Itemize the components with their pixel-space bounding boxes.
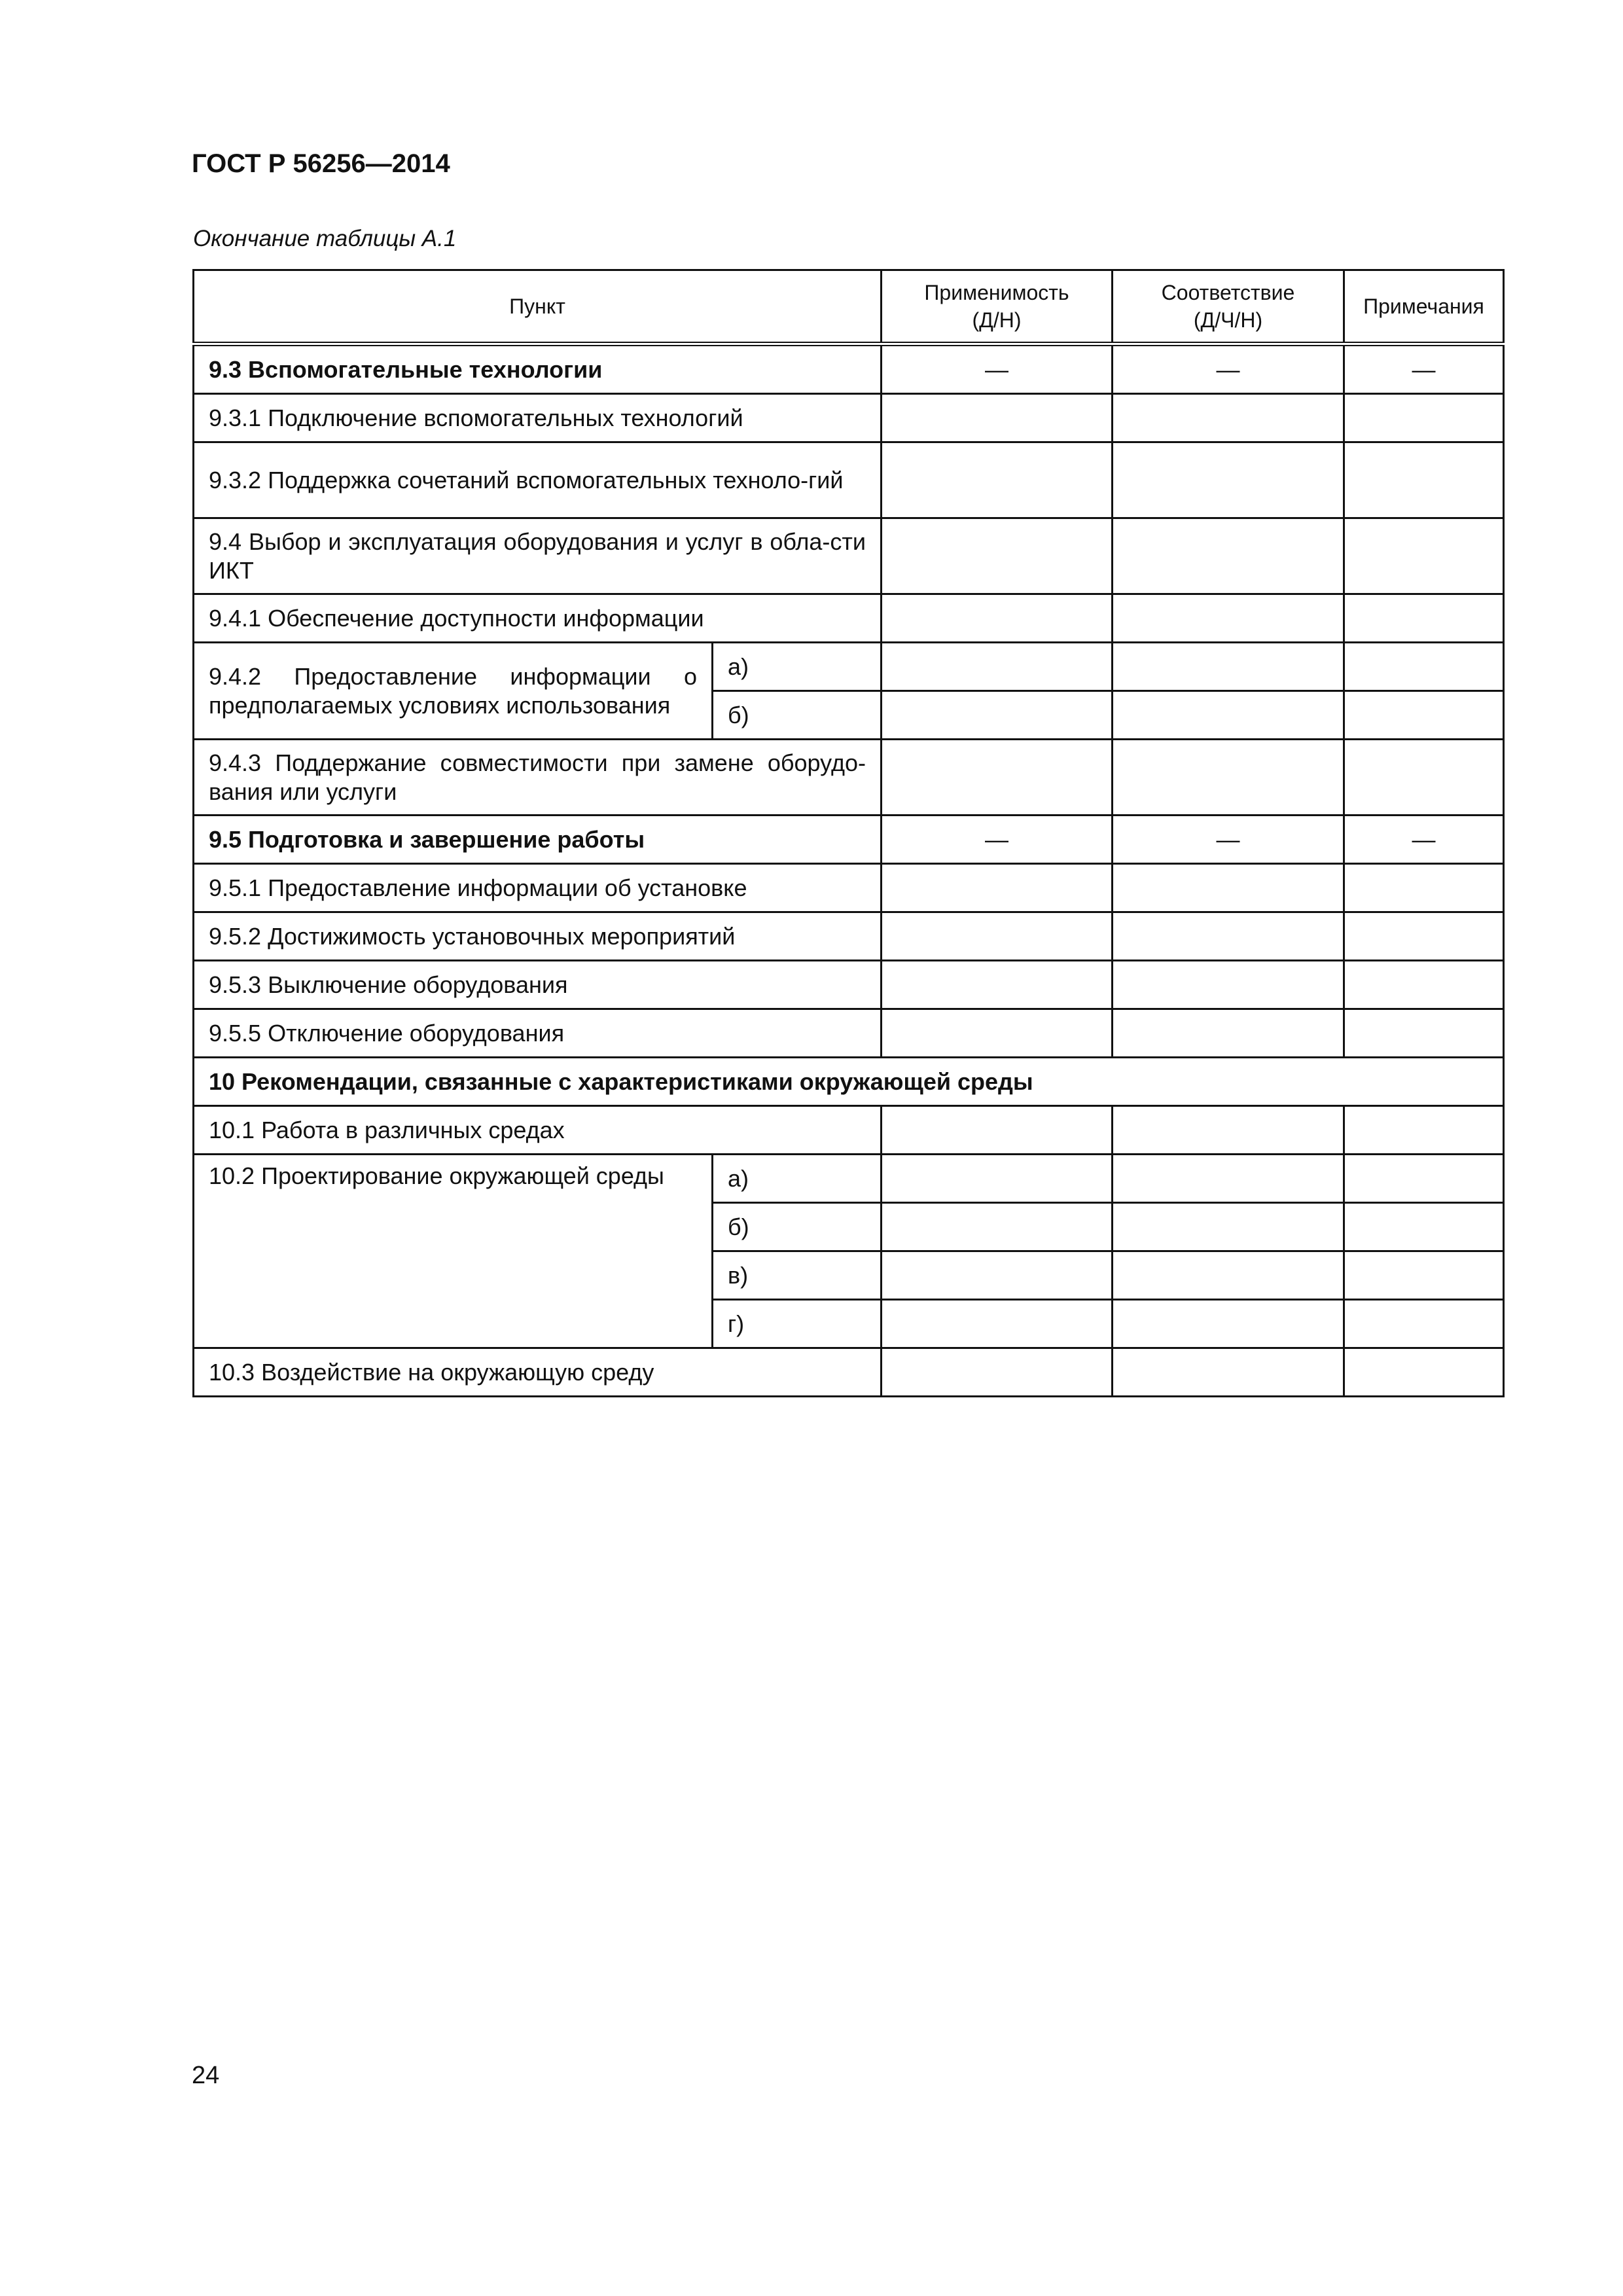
empty-cell [1113, 864, 1344, 912]
row-label: 10.1 Работа в различных средах [194, 1106, 882, 1155]
row-label: 9.5 Подготовка и завершение работы [194, 816, 882, 864]
empty-cell [1113, 442, 1344, 518]
row-label: 9.3.1 Подключение вспомогательных технологий [194, 394, 882, 442]
empty-cell [1113, 1009, 1344, 1058]
table-row [194, 1155, 1504, 1203]
empty-cell [882, 691, 1113, 740]
empty-cell [882, 394, 1113, 442]
empty-cell [1113, 518, 1344, 594]
table-row [194, 643, 1504, 691]
row-label: 9.5.1 Предоставление информации об установке [194, 864, 882, 912]
empty-cell [882, 1009, 1113, 1058]
table-row [194, 518, 1504, 594]
subitem-label: г) [713, 1300, 882, 1348]
section-heading: 10 Рекомендации, связанные с характеристиками окружающей среды [194, 1058, 1504, 1106]
dash-cell: — [1113, 816, 1344, 864]
checklist-table [192, 269, 1505, 1397]
table-caption: Окончание таблицы А.1 [193, 226, 457, 251]
subitem-label: а) [713, 1155, 882, 1203]
empty-cell [1344, 518, 1504, 594]
row-label: 9.4.1 Обеспечение доступности информации [194, 594, 882, 643]
dash-cell: — [1113, 344, 1344, 394]
dash-cell: — [882, 344, 1113, 394]
empty-cell [1113, 1203, 1344, 1251]
empty-cell [1113, 1251, 1344, 1300]
table-row [194, 864, 1504, 912]
empty-cell [1344, 912, 1504, 961]
subitem-label: б) [713, 691, 882, 740]
row-label: 9.5.5 Отключение оборудования [194, 1009, 882, 1058]
table-row [194, 1348, 1504, 1397]
dash-cell: — [1344, 816, 1504, 864]
empty-cell [882, 1300, 1113, 1348]
page-number: 24 [192, 2062, 220, 2089]
empty-cell [882, 643, 1113, 691]
col-header-conformity: Соответствие (Д/Ч/Н) [1113, 270, 1344, 344]
empty-cell [1113, 1348, 1344, 1397]
subitem-label: а) [713, 643, 882, 691]
table-row [194, 344, 1504, 394]
empty-cell [1344, 740, 1504, 816]
row-label: 9.3.2 Поддержка сочетаний вспомогательных техноло-гий [194, 442, 882, 518]
subitem-label: в) [713, 1251, 882, 1300]
empty-cell [882, 594, 1113, 643]
empty-cell [1113, 1300, 1344, 1348]
dash-cell: — [1344, 344, 1504, 394]
empty-cell [1113, 740, 1344, 816]
empty-cell [882, 518, 1113, 594]
dash-cell: — [882, 816, 1113, 864]
empty-cell [1344, 1009, 1504, 1058]
empty-cell [1344, 594, 1504, 643]
empty-cell [1113, 394, 1344, 442]
table-row [194, 961, 1504, 1009]
row-label: 9.5.3 Выключение оборудования [194, 961, 882, 1009]
empty-cell [1344, 1300, 1504, 1348]
table-header-row [194, 270, 1504, 344]
empty-cell [1344, 1155, 1504, 1203]
empty-cell [1344, 1251, 1504, 1300]
empty-cell [882, 442, 1113, 518]
empty-cell [882, 1348, 1113, 1397]
table-row [194, 816, 1504, 864]
row-label: 9.5.2 Достижимость установочных мероприятий [194, 912, 882, 961]
empty-cell [882, 740, 1113, 816]
table-row [194, 394, 1504, 442]
empty-cell [882, 912, 1113, 961]
empty-cell [1113, 691, 1344, 740]
empty-cell [882, 1203, 1113, 1251]
table-row [194, 442, 1504, 518]
empty-cell [1113, 912, 1344, 961]
table-row [194, 912, 1504, 961]
empty-cell [1344, 643, 1504, 691]
empty-cell [1344, 1106, 1504, 1155]
table-row [194, 1058, 1504, 1106]
empty-cell [1113, 1155, 1344, 1203]
empty-cell [1344, 691, 1504, 740]
col-header-notes: Примечания [1344, 270, 1504, 344]
empty-cell [1113, 594, 1344, 643]
row-label: 9.3 Вспомогательные технологии [194, 344, 882, 394]
col-header-applicability: Применимость (Д/Н) [882, 270, 1113, 344]
empty-cell [1344, 864, 1504, 912]
empty-cell [882, 1106, 1113, 1155]
empty-cell [882, 864, 1113, 912]
empty-cell [882, 1155, 1113, 1203]
empty-cell [1113, 1106, 1344, 1155]
row-label: 9.4.2 Предоставление информации о предполагаемых условиях использования [194, 643, 713, 740]
row-label: 9.4 Выбор и эксплуатация оборудования и услуг в обла-сти ИКТ [194, 518, 882, 594]
empty-cell [1344, 394, 1504, 442]
row-label: 9.4.3 Поддержание совместимости при замене оборудо-вания или услуги [194, 740, 882, 816]
table-row [194, 740, 1504, 816]
empty-cell [882, 1251, 1113, 1300]
empty-cell [1344, 1348, 1504, 1397]
empty-cell [1344, 442, 1504, 518]
empty-cell [882, 961, 1113, 1009]
empty-cell [1113, 643, 1344, 691]
col-header-item: Пункт [194, 270, 882, 344]
document-code: ГОСТ Р 56256—2014 [192, 149, 450, 178]
row-label: 10.2 Проектирование окружающей среды [194, 1155, 713, 1348]
empty-cell [1344, 961, 1504, 1009]
empty-cell [1113, 961, 1344, 1009]
table-row [194, 1106, 1504, 1155]
row-label: 10.3 Воздействие на окружающую среду [194, 1348, 882, 1397]
empty-cell [1344, 1203, 1504, 1251]
subitem-label: б) [713, 1203, 882, 1251]
table-row [194, 1009, 1504, 1058]
table-row [194, 594, 1504, 643]
